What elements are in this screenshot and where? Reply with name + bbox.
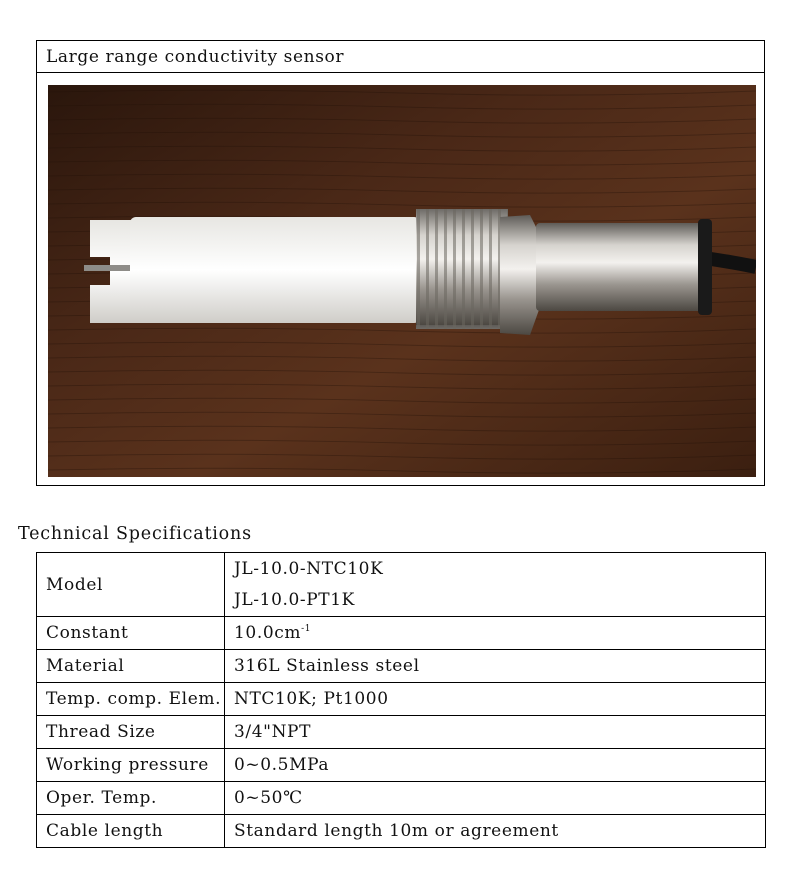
spec-row-working-pressure [37, 749, 766, 782]
spec-label: Oper. Temp. [37, 782, 225, 815]
spec-value: 316L Stainless steel [225, 650, 766, 683]
spec-label: Working pressure [37, 749, 225, 782]
product-box [36, 40, 765, 486]
spec-row-thread-size [37, 716, 766, 749]
model-value-ntc: JL-10.0-NTC10K [234, 558, 384, 579]
spec-row-material [37, 650, 766, 683]
spec-value: Standard length 10m or agreement [225, 815, 766, 848]
spec-row-constant [37, 617, 766, 650]
spec-label: Cable length [37, 815, 225, 848]
sensor-illustration [48, 85, 756, 477]
constant-value: 10.0cm [234, 623, 302, 643]
spec-row-temp-comp [37, 683, 766, 716]
spec-value: 0~50℃ [225, 782, 766, 815]
spec-value: 0~0.5MPa [225, 749, 766, 782]
constant-exponent: -1 [301, 624, 312, 634]
spec-value: NTC10K; Pt1000 [225, 683, 766, 716]
spec-label: Temp. comp. Elem. [37, 683, 225, 716]
spec-label: Thread Size [37, 716, 225, 749]
spec-heading: Technical Specifications [18, 524, 252, 544]
spec-row-oper-temp [37, 782, 766, 815]
spec-value [225, 553, 766, 617]
spec-label: Constant [37, 617, 225, 650]
sensor-photo [48, 85, 756, 477]
spec-row-model [37, 553, 766, 617]
model-value-pt: JL-10.0-PT1K [234, 589, 355, 610]
spec-value: 3/4"NPT [225, 716, 766, 749]
spec-label: Model [37, 553, 225, 617]
spec-row-cable-length [37, 815, 766, 848]
spec-label: Material [37, 650, 225, 683]
spec-value [225, 617, 766, 650]
product-title: Large range conductivity sensor [37, 41, 764, 73]
spec-table [36, 552, 766, 848]
